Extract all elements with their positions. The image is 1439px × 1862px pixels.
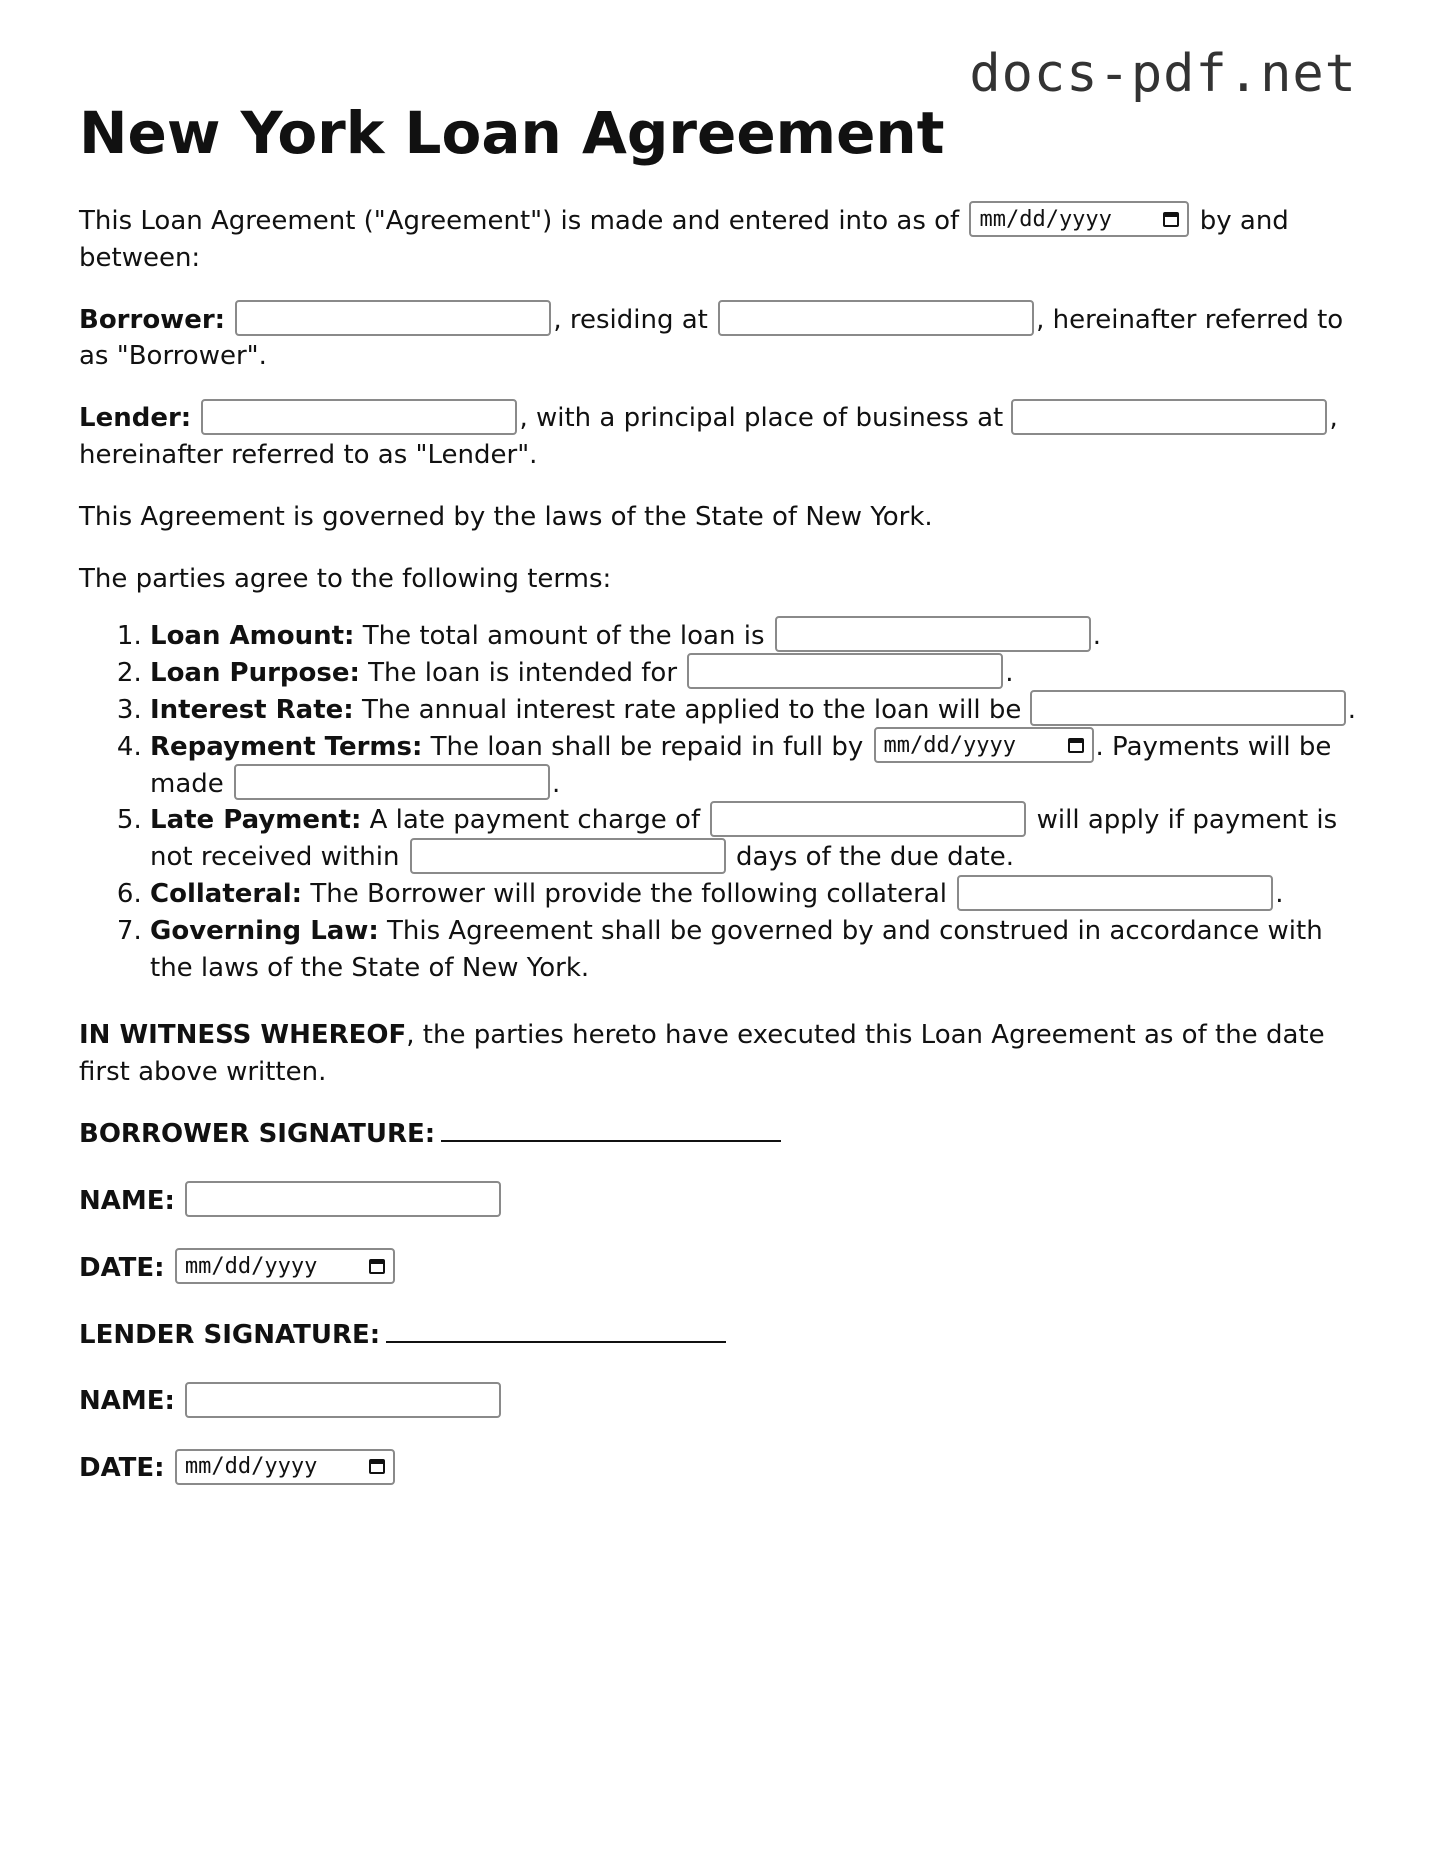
- signature-block: [79, 1116, 1361, 1487]
- payment-schedule-field[interactable]: [234, 764, 550, 800]
- lender-date-row: [79, 1450, 1361, 1487]
- repayment-text2: . Payments will be made: [150, 731, 1332, 799]
- lender-name-field[interactable]: [201, 399, 517, 435]
- repayment-terms-label: Repayment Terms:: [150, 731, 423, 762]
- lender-text-end: , hereinafter referred to as "Lender".: [79, 403, 1338, 471]
- late-charge-field[interactable]: [710, 801, 1026, 837]
- list-item: [150, 618, 1361, 655]
- loan-purpose-end: .: [1005, 657, 1014, 688]
- lender-label: Lender:: [79, 403, 192, 434]
- borrower-address-field[interactable]: [718, 300, 1034, 336]
- list-item: [150, 802, 1361, 876]
- loan-purpose-text: The loan is intended for: [368, 657, 678, 688]
- calendar-icon[interactable]: [1068, 738, 1084, 753]
- loan-purpose-field[interactable]: [687, 653, 1003, 689]
- lender-name-row: [79, 1383, 1361, 1420]
- repayment-date-input[interactable]: [874, 727, 1094, 763]
- watermark: docs-pdf.net: [969, 44, 1357, 104]
- list-item: [150, 876, 1361, 913]
- borrower-text-mid: , residing at: [553, 304, 708, 335]
- late-days-field[interactable]: [410, 838, 726, 874]
- lender-signature-row: [79, 1317, 1361, 1354]
- interest-rate-end: .: [1347, 694, 1356, 725]
- borrower-date-placeholder: mm/dd/yyyy: [184, 1253, 318, 1279]
- intro-text: This Loan Agreement ("Agreement") is made and entered into as of: [79, 205, 960, 236]
- repayment-end: .: [552, 768, 561, 799]
- loan-amount-text: The total amount of the loan is: [362, 620, 765, 651]
- borrower-text-end: , hereinafter referred to as "Borrower".: [79, 304, 1344, 372]
- lender-date-label: DATE:: [79, 1453, 165, 1484]
- terms-list: [79, 618, 1361, 987]
- borrower-date-label: DATE:: [79, 1252, 165, 1283]
- borrower-name-label: NAME:: [79, 1185, 175, 1216]
- lender-signature-line[interactable]: [386, 1317, 726, 1343]
- list-item: [150, 655, 1361, 692]
- list-item: [150, 729, 1361, 803]
- late-payment-text2: will apply if payment is not received within: [150, 805, 1338, 873]
- list-item: [150, 913, 1361, 987]
- collateral-field[interactable]: [957, 875, 1273, 911]
- lender-paragraph: [79, 400, 1361, 474]
- borrower-signature-line[interactable]: [441, 1116, 781, 1142]
- late-payment-text: A late payment charge of: [369, 805, 701, 836]
- loan-amount-label: Loan Amount:: [150, 620, 355, 651]
- lender-text-mid: , with a principal place of business at: [519, 403, 1004, 434]
- borrower-paragraph: [79, 302, 1361, 376]
- repayment-date-placeholder: mm/dd/yyyy: [883, 732, 1016, 758]
- calendar-icon[interactable]: [369, 1459, 385, 1474]
- page-title: New York Loan Agreement: [79, 99, 945, 167]
- borrower-label: Borrower:: [79, 304, 226, 335]
- borrower-name-field[interactable]: [235, 300, 551, 336]
- interest-rate-field[interactable]: [1030, 690, 1346, 726]
- late-payment-label: Late Payment:: [150, 805, 362, 836]
- lender-signature-name-field[interactable]: [185, 1382, 501, 1418]
- intro-paragraph: [79, 203, 1361, 277]
- witness-bold: IN WITNESS WHEREOF: [79, 1020, 407, 1050]
- loan-amount-end: .: [1092, 620, 1102, 651]
- terms-intro: The parties agree to the following terms:: [79, 564, 612, 595]
- intro-text-end: by and between:: [79, 205, 1289, 273]
- borrower-date-row: [79, 1250, 1361, 1287]
- interest-rate-label: Interest Rate:: [150, 694, 354, 725]
- loan-purpose-label: Loan Purpose:: [150, 657, 360, 688]
- witness-text: , the parties hereto have executed this Loan Agreement as of the date first above written.: [79, 1020, 1325, 1087]
- borrower-name-row: [79, 1183, 1361, 1220]
- agreement-date-placeholder: mm/dd/yyyy: [979, 206, 1112, 232]
- collateral-end: .: [1275, 879, 1284, 910]
- lender-address-field[interactable]: [1011, 399, 1327, 435]
- loan-amount-field[interactable]: [775, 616, 1091, 652]
- borrower-signature-label: BORROWER SIGNATURE:: [79, 1118, 436, 1149]
- borrower-signature-name-field[interactable]: [185, 1181, 501, 1217]
- witness-paragraph: [79, 1017, 1361, 1091]
- calendar-icon[interactable]: [369, 1259, 385, 1274]
- repayment-text: The loan shall be repaid in full by: [430, 731, 864, 762]
- collateral-label: Collateral:: [150, 879, 303, 910]
- lender-date-placeholder: mm/dd/yyyy: [184, 1454, 318, 1480]
- governed-paragraph: This Agreement is governed by the laws of the State of New York.: [79, 502, 933, 533]
- calendar-icon[interactable]: [1163, 212, 1179, 227]
- lender-date-input[interactable]: [175, 1449, 395, 1485]
- governing-law-label: Governing Law:: [150, 916, 379, 947]
- document-page: [79, 100, 1361, 1517]
- lender-signature-label: LENDER SIGNATURE:: [79, 1319, 381, 1350]
- lender-name-label: NAME:: [79, 1386, 175, 1417]
- interest-rate-text: The annual interest rate applied to the loan will be: [361, 694, 1022, 725]
- agreement-date-input[interactable]: [969, 201, 1189, 237]
- late-payment-text3: days of the due date.: [736, 842, 1015, 873]
- list-item: [150, 692, 1361, 729]
- collateral-text: The Borrower will provide the following collateral: [310, 879, 947, 910]
- borrower-date-input[interactable]: [175, 1248, 395, 1284]
- borrower-signature-row: [79, 1116, 1361, 1153]
- governing-law-text: This Agreement shall be governed by and construed in accordance with the laws of the State of New York.: [150, 916, 1323, 984]
